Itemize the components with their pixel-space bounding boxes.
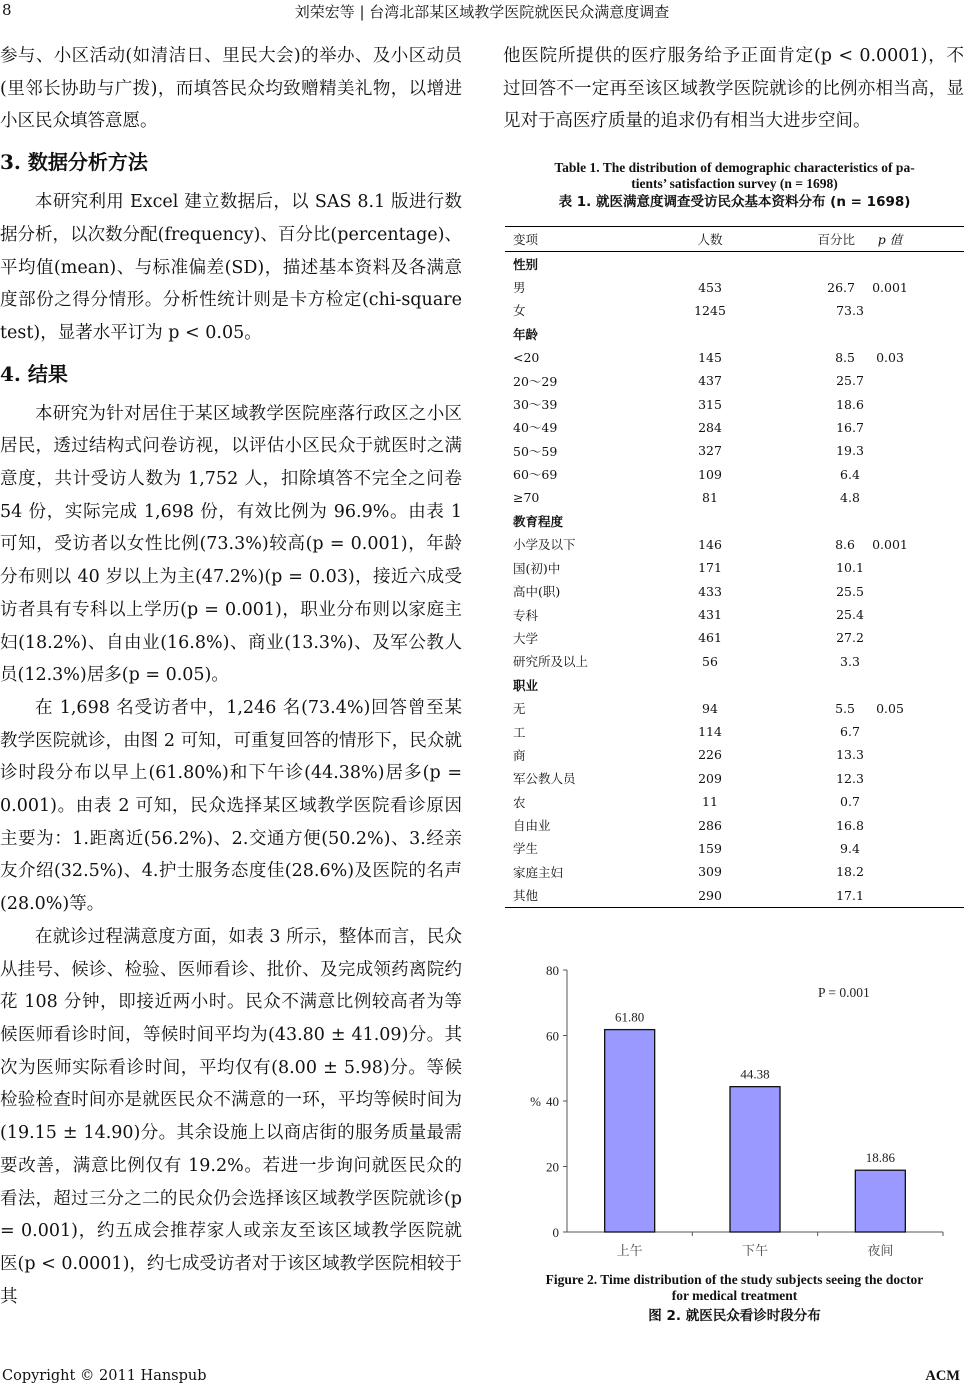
cell-p-value: 0.03 <box>876 349 904 365</box>
caption-zh: 图 2. 就医民众看诊时段分布 <box>648 1308 821 1324</box>
table-row <box>505 696 964 719</box>
data-label: 61.80 <box>615 1009 645 1025</box>
journal-name: ACM <box>925 1368 960 1384</box>
cell-p-value: 0.001 <box>872 536 908 552</box>
cell-percent: 4.8 <box>840 490 860 506</box>
right-column <box>503 40 964 138</box>
table-row <box>505 767 964 790</box>
cell-variable: 无 <box>513 701 526 717</box>
group-label: 教育程度 <box>513 513 564 529</box>
cell-variable: 50～59 <box>513 443 558 459</box>
table-row <box>505 439 964 462</box>
cell-variable: 家庭主妇 <box>513 864 564 880</box>
header-cell: 变项 <box>513 232 539 247</box>
table-row <box>505 556 964 579</box>
paragraph: 本研究利用 Excel 建立数据后，以 SAS 8.1 版进行数据分析，以次数分配(frequency)、百分比(percentage)、平均值(mean)、与标准偏差(SD)，描述基本资料及各满意度部份之得分情形。分析性统计则是卡方检定(chi-square test)，显著水平订为 p < 0.05。 <box>0 192 462 343</box>
cell-count: 284 <box>698 419 722 435</box>
table-group-row <box>505 322 964 345</box>
cell-count: 453 <box>698 279 722 295</box>
table-header-row <box>505 227 964 252</box>
cell-p-value: 0.05 <box>876 700 904 716</box>
data-label: 44.38 <box>740 1066 770 1082</box>
cell-variable: 商 <box>513 747 526 763</box>
cell-count: 309 <box>698 864 722 880</box>
table-group-row <box>505 509 964 532</box>
cell-variable: 60～69 <box>513 467 558 483</box>
cell-percent: 6.4 <box>840 466 860 482</box>
cell-variable: 研究所及以上 <box>513 654 589 670</box>
cell-percent: 8.6 <box>835 536 855 552</box>
cell-percent: 16.7 <box>836 419 864 435</box>
cell-variable: 大学 <box>513 630 539 646</box>
table-row <box>505 650 964 673</box>
x-tick-label: 上午 <box>616 1244 643 1259</box>
cell-percent: 73.3 <box>836 302 864 318</box>
cell-percent: 10.1 <box>836 560 864 576</box>
bar-1 <box>730 1087 780 1232</box>
group-label: 年龄 <box>513 326 539 342</box>
cell-count: 1245 <box>694 302 726 318</box>
cell-percent: 25.4 <box>836 607 864 623</box>
section-heading-results: 4. 结果 <box>0 361 68 386</box>
left-column <box>0 40 462 1313</box>
cell-variable: 自由业 <box>513 818 551 834</box>
paragraph: 参与、小区活动(如清洁日、里民大会)的举办、及小区动员(里邻长协助与广拨)，而填答民众均致赠精美礼物，以增进小区民众填答意愿。 <box>0 46 462 132</box>
table-row <box>505 346 964 369</box>
table-row <box>505 486 964 509</box>
cell-variable: ≥70 <box>513 490 540 506</box>
table-row <box>505 860 964 883</box>
cell-percent: 8.5 <box>835 349 855 365</box>
cell-count: 114 <box>698 724 722 739</box>
cell-count: 461 <box>698 630 722 646</box>
bar-2 <box>855 1170 905 1232</box>
cell-variable: 农 <box>513 794 526 810</box>
cell-count: 290 <box>698 887 722 903</box>
cell-variable: 男 <box>513 280 526 296</box>
cell-count: 145 <box>698 349 722 365</box>
cell-variable: 专科 <box>513 607 539 623</box>
y-tick-label: 80 <box>546 963 559 978</box>
cell-count: 94 <box>702 700 718 716</box>
cell-percent: 25.5 <box>836 583 864 599</box>
cell-count: 81 <box>702 490 718 506</box>
cell-count: 171 <box>698 560 722 576</box>
figure-caption <box>505 1272 964 1324</box>
cell-percent: 17.1 <box>836 887 864 903</box>
cell-count: 159 <box>698 840 722 856</box>
cell-percent: 16.8 <box>836 817 864 833</box>
y-tick-label: 20 <box>546 1159 559 1175</box>
cell-percent: 13.3 <box>836 747 864 763</box>
demographics-table <box>505 226 964 908</box>
cell-count: 226 <box>698 747 722 763</box>
table-row <box>505 626 964 649</box>
table-group-row <box>505 252 964 275</box>
cell-variable: 军公教人员 <box>513 771 576 787</box>
caption-en: Table 1. The distribution of demographic characteristics of pa- <box>554 160 915 175</box>
cell-count: 327 <box>698 443 722 459</box>
table-row <box>505 884 964 907</box>
cell-percent: 18.2 <box>836 864 864 880</box>
y-axis-label: % <box>530 1094 541 1109</box>
group-label: 性别 <box>513 256 539 272</box>
x-tick-label: 下午 <box>741 1244 769 1259</box>
cell-count: 437 <box>698 373 722 389</box>
cell-percent: 26.7 <box>827 279 855 295</box>
table-row <box>505 837 964 860</box>
cell-count: 209 <box>698 770 722 786</box>
data-label: 18.86 <box>865 1150 895 1166</box>
cell-variable: 其他 <box>513 888 539 904</box>
table-row <box>505 743 964 766</box>
table-row <box>505 720 964 743</box>
cell-count: 109 <box>698 466 722 482</box>
cell-count: 286 <box>698 817 722 833</box>
table-row <box>505 813 964 836</box>
table-row <box>505 392 964 415</box>
y-tick-label: 0 <box>552 1225 559 1240</box>
cell-variable: 女 <box>513 303 526 319</box>
cell-variable: 小学及以下 <box>513 537 576 553</box>
cell-percent: 3.3 <box>840 653 860 669</box>
paragraph: 他医院所提供的医疗服务给予正面肯定(p < 0.0001)，不过回答不一定再至该区域教学医院就诊的比例亦相当高，显见对于高医疗质量的追求仍有相当大进步空间。 <box>503 46 964 132</box>
cell-percent: 19.3 <box>836 443 864 459</box>
table-caption <box>505 160 964 210</box>
section-heading-methods: 3. 数据分析方法 <box>0 150 148 175</box>
caption-en: tients’ satisfaction survey (n = 1698) <box>631 176 838 191</box>
table-row <box>505 416 964 439</box>
copyright: Copyright © 2011 Hanspub <box>2 1368 207 1384</box>
table-row <box>505 533 964 556</box>
cell-count: 11 <box>702 794 718 810</box>
table-row <box>505 579 964 602</box>
cell-count: 315 <box>698 396 722 412</box>
cell-variable: 国(初)中 <box>513 560 561 576</box>
cell-percent: 25.7 <box>836 373 864 389</box>
paragraph: 在 1,698 名受访者中，1,246 名(73.4%)回答曾至某教学医院就诊，由图 2 可知，可重复回答的情形下，民众就诊时段分布以早上(61.80%)和下午诊(44.38%)居多(p = 0.001)。由表 2 可知，民众选择某区域教学医院看诊原因主要为：1.距离近(56.2%)、2.交通方便(50.2%)、3.经亲友介绍(32.5%)、4.护士服务态度佳(28.6%)及医院的名声(28.0%)等。 <box>0 697 462 915</box>
caption-en: for medical treatment <box>671 1288 798 1303</box>
cell-variable: 30～39 <box>513 397 558 413</box>
p-value-annotation: P = 0.001 <box>818 985 870 1000</box>
table-row <box>505 299 964 322</box>
table-row <box>505 369 964 392</box>
paragraph: 在就诊过程满意度方面，如表 3 所示，整体而言，民众从挂号、候诊、检验、医师看诊、批价、及完成领药离院约花 108 分钟，即接近两小时。民众不满意比例较高者为等候医师看诊时间，等候时间平均为(43.80 ± 41.09)分。其次为医师实际看诊时间，平均仅有(8.00 ± 5.98)分。等候检验检查时间亦是就医民众不满意的一环，平均等候时间为(19.15 ± 14.90)分。其余设施上以商店街的服务质量最需要改善，满意比例仅有 19.2%。若进一步询问就医民众的看法，超过三分之二的民众仍会选择该区域教学医院就诊(p = 0.001)，约五成会推荐家人或亲友至该区域教学医院就医(p < 0.0001)，约七成受访者对于该区域教学医院相较于其 <box>0 926 462 1307</box>
caption-en: Figure 2. Time distribution of the study subjects seeing the doctor <box>545 1272 924 1287</box>
cell-count: 56 <box>702 653 718 669</box>
cell-variable: 工 <box>513 724 526 740</box>
cell-percent: 5.5 <box>835 700 855 716</box>
table-row <box>505 463 964 486</box>
cell-percent: 6.7 <box>840 724 860 739</box>
cell-percent: 18.6 <box>836 396 864 412</box>
group-label: 职业 <box>513 677 539 693</box>
header-cell: 人数 <box>697 232 723 247</box>
cell-variable: 40～49 <box>513 420 558 436</box>
y-tick-label: 60 <box>546 1028 559 1044</box>
cell-percent: 0.7 <box>840 794 860 810</box>
table-row <box>505 790 964 813</box>
cell-percent: 12.3 <box>836 770 864 786</box>
header-cell: 百分比 <box>817 232 855 247</box>
caption-zh: 表 1. 就医满意度调查受访民众基本资料分布 (n = 1698) <box>558 194 911 210</box>
running-title: 刘荣宏等 | 台湾北部某区域教学医院就医民众满意度调查 <box>294 3 670 21</box>
page-header <box>0 0 964 22</box>
cell-count: 433 <box>698 583 722 599</box>
cell-percent: 9.4 <box>840 840 860 856</box>
cell-percent: 27.2 <box>836 630 864 646</box>
cell-variable: 20～29 <box>513 373 558 389</box>
bar-chart <box>505 955 964 1265</box>
y-tick-label: 40 <box>546 1094 559 1109</box>
cell-variable: <20 <box>513 349 540 365</box>
cell-count: 146 <box>698 536 722 552</box>
page-number: 8 <box>2 1 12 19</box>
bar-0 <box>605 1030 655 1232</box>
cell-variable: 高中(职) <box>513 584 561 600</box>
x-tick-label: 夜间 <box>867 1244 894 1259</box>
table-group-row <box>505 673 964 696</box>
cell-p-value: 0.001 <box>872 279 908 295</box>
cell-count: 431 <box>698 607 722 623</box>
cell-variable: 学生 <box>513 841 539 857</box>
table-row <box>505 603 964 626</box>
header-cell: p 值 <box>877 232 903 247</box>
table-row <box>505 275 964 298</box>
paragraph: 本研究为针对居住于某区域教学医院座落行政区之小区居民，透过结构式问卷访视，以评估小区民众于就医时之满意度，共计受访人数为 1,752 人，扣除填答不完全之问卷 54 份，实际完成 1,698 份，有效比例为 96.9%。由表 1 可知，受访者以女性比例(73.3%)较高(p = 0.001)，年龄分布则以 40 岁以上为主(47.2%)(p = 0.03)，接近六成受访者具有专科以上学历(p = 0.001)，职业分布则以家庭主妇(18.2%)、自由业(16.8%)、商业(13.3%)、及军公教人员(12.3%)居多(p = 0.05)。 <box>0 403 462 686</box>
